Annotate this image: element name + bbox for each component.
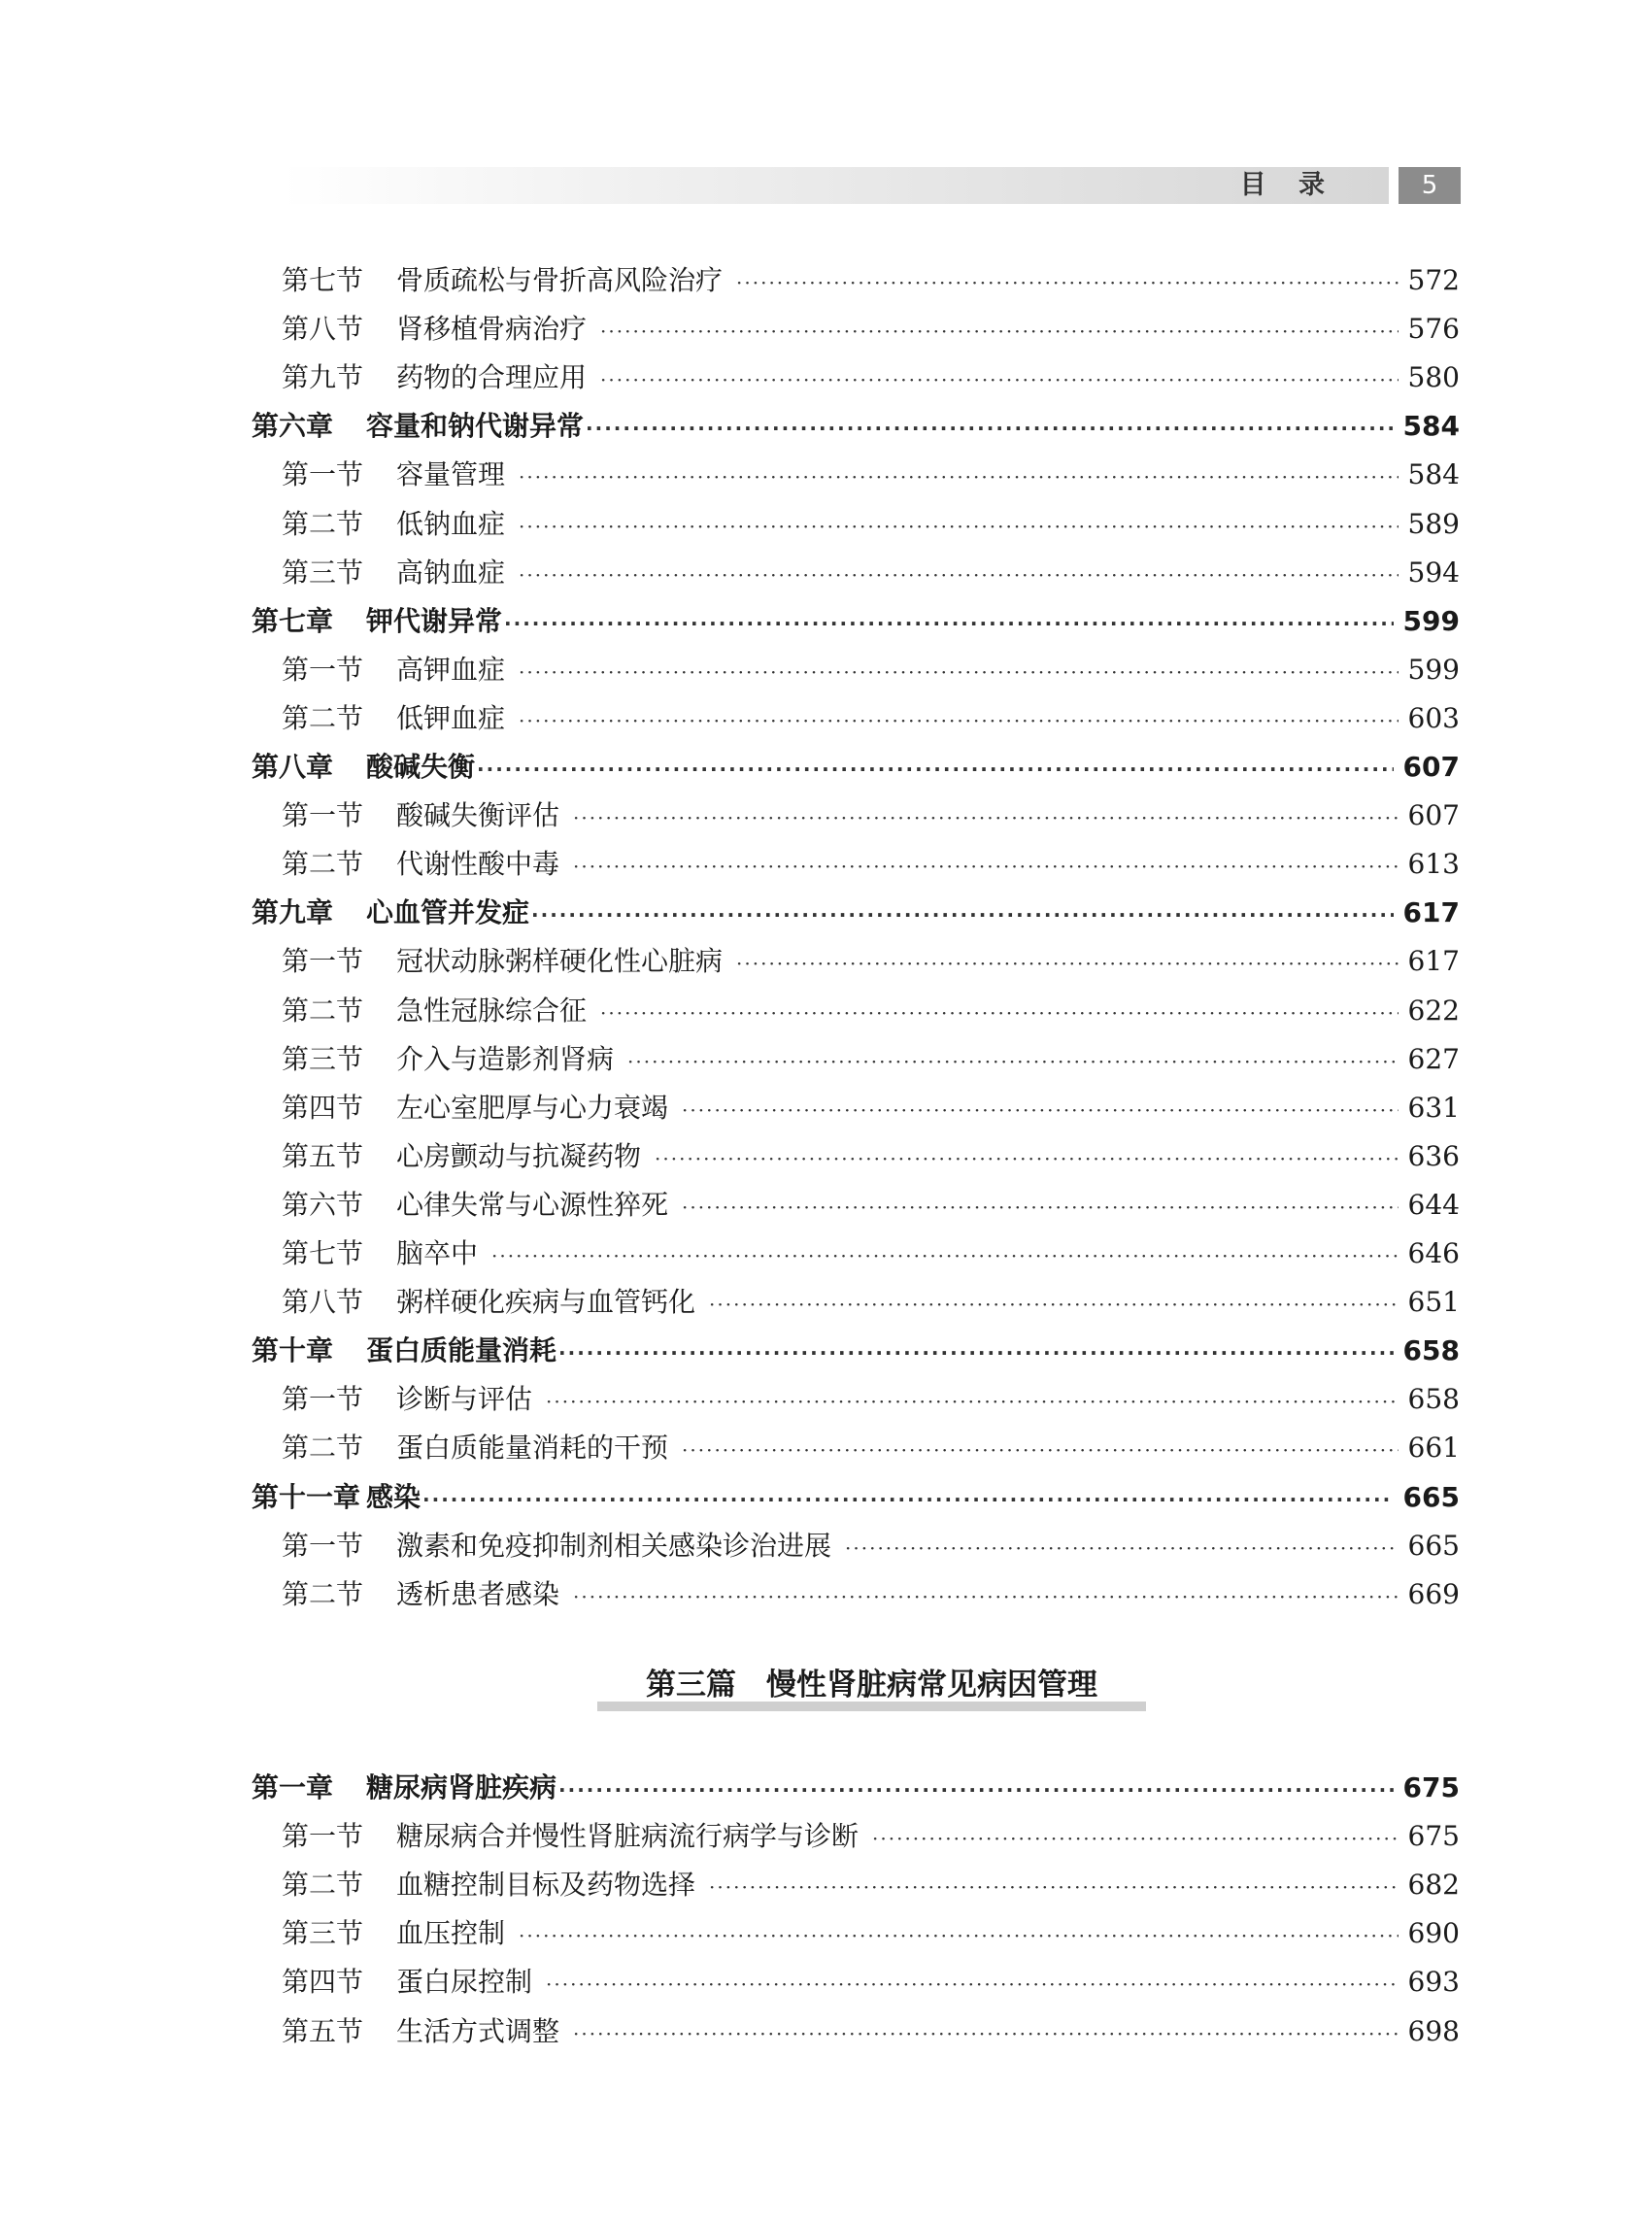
toc-entry-title: 肾移植骨病治疗 <box>396 313 588 346</box>
toc-entry-page: 627 <box>1407 1042 1460 1075</box>
toc-entry-page: 607 <box>1407 799 1460 832</box>
toc-entry-number: 第三节 <box>282 1917 364 1950</box>
toc-leader-dots <box>519 699 1399 742</box>
toc-entry-title: 低钾血症 <box>396 701 506 734</box>
toc-entry-title: 左心室肥厚与心力衰竭 <box>396 1091 669 1124</box>
toc-entry-number: 第二节 <box>282 701 364 734</box>
toc-entry-number: 第七章 <box>252 604 334 637</box>
toc-entry-title: 急性冠脉综合征 <box>396 994 588 1027</box>
toc-leader-dots <box>736 942 1399 985</box>
toc-entry-number: 第一节 <box>282 653 364 686</box>
toc-leader-dots <box>655 1137 1399 1180</box>
toc-entry-title: 钾代谢异常 <box>366 604 503 637</box>
toc-leader-dots <box>709 1866 1399 1908</box>
toc-leader-dots <box>519 505 1399 548</box>
toc-entry-page: 576 <box>1407 313 1460 346</box>
toc-entry-page: 646 <box>1407 1237 1460 1269</box>
toc-entry-number: 第一节 <box>282 1820 364 1853</box>
toc-entry-number: 第一节 <box>282 945 364 978</box>
toc-entry-number: 第二节 <box>282 1577 364 1610</box>
toc-entry-page: 665 <box>1402 1480 1460 1513</box>
toc-entry-page: 661 <box>1407 1432 1460 1465</box>
toc-entry-page: 690 <box>1407 1917 1460 1950</box>
toc-entry-page: 665 <box>1407 1529 1460 1562</box>
toc-section-row[interactable] <box>282 552 1460 594</box>
toc-leader-dots <box>531 893 1394 936</box>
toc-leader-dots <box>519 455 1399 498</box>
toc-section-row[interactable] <box>282 2010 1460 2053</box>
page-number: 5 <box>1399 167 1461 204</box>
part-title <box>597 1663 1146 1707</box>
toc-entry-page: 693 <box>1407 1966 1460 1999</box>
toc-leader-dots <box>845 1527 1399 1569</box>
header-bar <box>282 167 1389 204</box>
toc-entry-title: 酸碱失衡 <box>366 751 476 783</box>
toc-entry-title: 蛋白质能量消耗 <box>366 1334 557 1367</box>
toc-entry-number: 第二节 <box>282 848 364 881</box>
toc-leader-dots <box>573 845 1399 888</box>
toc-entry-page: 636 <box>1407 1139 1460 1172</box>
toc-entry-page: 584 <box>1407 458 1460 491</box>
toc-leader-dots <box>573 796 1399 839</box>
toc-entry-page: 631 <box>1407 1091 1460 1124</box>
toc-chapter-row[interactable] <box>252 1476 1460 1519</box>
toc-leader-dots <box>519 1914 1399 1957</box>
toc-entry-title: 心房颤动与抗凝药物 <box>396 1139 642 1172</box>
toc-entry-number: 第三节 <box>282 1042 364 1075</box>
toc-entry-number: 第一节 <box>282 1529 364 1562</box>
toc-entry-number: 第四节 <box>282 1966 364 1999</box>
toc-leader-dots <box>682 1186 1399 1229</box>
toc-section-row[interactable] <box>282 1038 1460 1081</box>
toc-entry-page: 607 <box>1402 751 1460 783</box>
toc-entry-title: 心律失常与心源性猝死 <box>396 1188 669 1221</box>
toc-leader-dots <box>627 1040 1399 1083</box>
toc-entry-page: 644 <box>1407 1188 1460 1221</box>
toc-entry-page: 658 <box>1407 1383 1460 1416</box>
toc-entry-title: 酸碱失衡评估 <box>396 799 560 832</box>
toc-entry-page: 594 <box>1407 556 1460 589</box>
toc-entry-page: 675 <box>1407 1820 1460 1853</box>
toc-section-row[interactable] <box>282 1573 1460 1616</box>
toc-leader-dots <box>600 310 1399 353</box>
toc-section-row[interactable] <box>282 649 1460 691</box>
toc-entry-title: 容量管理 <box>396 458 506 491</box>
toc-entry-page: 658 <box>1402 1334 1460 1367</box>
toc-section-row[interactable] <box>282 308 1460 351</box>
toc-entry-number: 第八章 <box>252 751 334 783</box>
toc-entry-title: 低钠血症 <box>396 507 506 540</box>
toc-entry-number: 第二节 <box>282 507 364 540</box>
toc-section-row[interactable] <box>282 843 1460 886</box>
toc-leader-dots <box>682 1089 1399 1131</box>
toc-entry-number: 第六节 <box>282 1188 364 1221</box>
toc-chapter-row[interactable] <box>252 600 1460 643</box>
part-number: 第三篇 <box>646 1668 736 1702</box>
toc-entry-number: 第四节 <box>282 1091 364 1124</box>
toc-leader-dots <box>600 358 1399 401</box>
toc-entry-page: 669 <box>1407 1577 1460 1610</box>
toc-section-row[interactable] <box>282 1864 1460 1906</box>
part-name: 慢性肾脏病常见病因管理 <box>766 1668 1097 1702</box>
toc-entry-title: 心血管并发症 <box>366 896 530 929</box>
toc-entry-page: 584 <box>1402 410 1460 443</box>
toc-entry-number: 第九节 <box>282 361 364 394</box>
toc-leader-dots <box>573 2012 1399 2055</box>
toc-entry-number: 第六章 <box>252 410 334 443</box>
toc-entry-number: 第二节 <box>282 1432 364 1465</box>
toc-leader-dots <box>546 1963 1399 2006</box>
toc-entry-number: 第十章 <box>252 1334 334 1367</box>
toc-entry-page: 682 <box>1407 1869 1460 1902</box>
toc-entry-number: 第九章 <box>252 896 334 929</box>
toc-section-row[interactable] <box>282 1135 1460 1178</box>
toc-entry-page: 599 <box>1407 653 1460 686</box>
toc-leader-dots <box>519 554 1399 596</box>
toc-entry-title: 糖尿病肾脏疾病 <box>366 1771 557 1804</box>
toc-entry-page: 603 <box>1407 701 1460 734</box>
toc-entry-title: 冠状动脉粥样硬化性心脏病 <box>396 945 724 978</box>
toc-entry-title: 脑卒中 <box>396 1237 479 1269</box>
toc-chapter-row[interactable] <box>252 892 1460 934</box>
toc-leader-dots <box>736 261 1399 304</box>
toc-entry-page: 675 <box>1402 1771 1460 1804</box>
toc-section-row[interactable] <box>282 940 1460 983</box>
toc-section-row[interactable] <box>282 697 1460 740</box>
toc-entry-title: 激素和免疫抑制剂相关感染诊治进展 <box>396 1529 832 1562</box>
toc-section-row[interactable] <box>282 1427 1460 1469</box>
toc-entry-number: 第一章 <box>252 1771 334 1804</box>
toc-entry-page: 698 <box>1407 2014 1460 2047</box>
header-title: 目 录 <box>1239 170 1336 200</box>
toc-entry-title: 血糖控制目标及药物选择 <box>396 1869 696 1902</box>
toc-entry-title: 生活方式调整 <box>396 2014 560 2047</box>
toc-entry-page: 613 <box>1407 848 1460 881</box>
toc-entry-page: 599 <box>1402 604 1460 637</box>
toc-leader-dots <box>872 1817 1399 1860</box>
toc-chapter-row[interactable] <box>252 405 1460 448</box>
toc-section-row[interactable] <box>282 1087 1460 1129</box>
toc-entry-page: 622 <box>1407 994 1460 1027</box>
toc-entry-number: 第五节 <box>282 2014 364 2047</box>
toc-leader-dots <box>709 1283 1399 1326</box>
toc-section-row[interactable] <box>282 259 1460 302</box>
toc-section-row[interactable] <box>282 990 1460 1032</box>
toc-leader-dots <box>491 1234 1399 1277</box>
toc-entry-title: 药物的合理应用 <box>396 361 588 394</box>
toc-entry-title: 血压控制 <box>396 1917 506 1950</box>
toc-entry-title: 代谢性酸中毒 <box>396 848 560 881</box>
toc-section-row[interactable] <box>282 794 1460 837</box>
toc-entry-page: 580 <box>1407 361 1460 394</box>
toc-section-row[interactable] <box>282 503 1460 546</box>
toc-section-row[interactable] <box>282 1525 1460 1568</box>
toc-entry-title: 透析患者感染 <box>396 1577 560 1610</box>
toc-chapter-row[interactable] <box>252 746 1460 789</box>
toc-entry-number: 第七节 <box>282 264 364 296</box>
toc-section-row[interactable] <box>282 1281 1460 1324</box>
toc-section-row[interactable] <box>282 1184 1460 1227</box>
toc-entry-number: 第一节 <box>282 458 364 491</box>
toc-leader-dots <box>477 748 1394 791</box>
toc-entry-page: 617 <box>1402 896 1460 929</box>
toc-entry-title: 介入与造影剂肾病 <box>396 1042 615 1075</box>
toc-entry-page: 572 <box>1407 264 1460 296</box>
toc-entry-page: 617 <box>1407 945 1460 978</box>
toc-entry-number: 第二节 <box>282 1869 364 1902</box>
toc-leader-dots <box>519 651 1399 693</box>
toc-leader-dots <box>504 602 1394 645</box>
toc-entry-number: 第一节 <box>282 1383 364 1416</box>
toc-chapter-row[interactable] <box>252 1767 1460 1809</box>
toc-leader-dots <box>586 407 1394 450</box>
toc-entry-number: 第十一章 <box>252 1480 361 1513</box>
toc-entry-title: 诊断与评估 <box>396 1383 533 1416</box>
toc-entry-title: 高钾血症 <box>396 653 506 686</box>
toc-section-row[interactable] <box>282 1815 1460 1858</box>
toc-entry-title: 骨质疏松与骨折高风险治疗 <box>396 264 724 296</box>
toc-section-row[interactable] <box>282 454 1460 496</box>
toc-entry-page: 651 <box>1407 1286 1460 1319</box>
toc-entry-number: 第二节 <box>282 994 364 1027</box>
toc-entry-number: 第五节 <box>282 1139 364 1172</box>
toc-section-row[interactable] <box>282 1912 1460 1955</box>
toc-entry-title: 高钠血症 <box>396 556 506 589</box>
toc-leader-dots <box>546 1380 1399 1423</box>
toc-section-row[interactable] <box>282 356 1460 399</box>
toc-entry-number: 第八节 <box>282 313 364 346</box>
toc-entry-number: 第一节 <box>282 799 364 832</box>
toc-leader-dots <box>422 1478 1394 1521</box>
toc-leader-dots <box>558 1332 1394 1374</box>
toc-leader-dots <box>573 1575 1399 1618</box>
toc-entry-number: 第七节 <box>282 1237 364 1269</box>
toc-entry-page: 589 <box>1407 507 1460 540</box>
toc-section-row[interactable] <box>282 1961 1460 2004</box>
toc-section-row[interactable] <box>282 1232 1460 1275</box>
toc-entry-title: 蛋白质能量消耗的干预 <box>396 1432 669 1465</box>
toc-entry-title: 糖尿病合并慢性肾脏病流行病学与诊断 <box>396 1820 860 1853</box>
toc-entry-title: 蛋白尿控制 <box>396 1966 533 1999</box>
toc-leader-dots <box>682 1429 1399 1471</box>
toc-chapter-row[interactable] <box>252 1330 1460 1372</box>
toc-entry-title: 粥样硬化疾病与血管钙化 <box>396 1286 696 1319</box>
toc-entry-number: 第三节 <box>282 556 364 589</box>
toc-section-row[interactable] <box>282 1378 1460 1421</box>
toc-leader-dots <box>558 1769 1394 1811</box>
toc-entry-title: 感染 <box>366 1480 421 1513</box>
toc-leader-dots <box>600 992 1399 1034</box>
toc-entry-title: 容量和钠代谢异常 <box>366 410 585 443</box>
toc-entry-number: 第八节 <box>282 1286 364 1319</box>
